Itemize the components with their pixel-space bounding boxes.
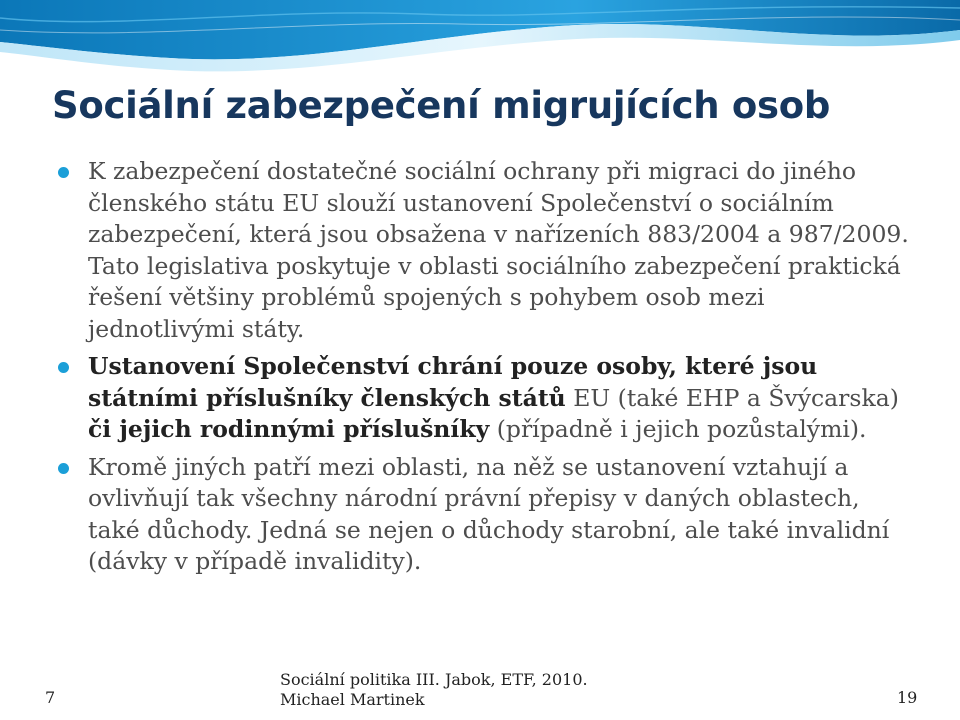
bullet-item [58, 452, 918, 578]
footer-credits [280, 670, 588, 710]
footer-line-author: Michael Martinek [280, 690, 425, 709]
bullet-item [58, 351, 918, 446]
bullet-dot-icon [58, 362, 69, 373]
bullet-dot-icon [58, 167, 69, 178]
bullet-text: Kromě jiných patří mezi oblasti, na něž se ustanovení vztahují a ovlivňují tak všechny národní právní přepisy v daných oblastech, také důchody. Jedná se nejen o důchody starobní, ale také invalidní (dávky v případě invalidity). [88, 452, 890, 575]
bullet-text-bold: Ustanovení Společenství chrání pouze osoby, které jsou státními příslušníky členských států [88, 352, 818, 412]
slide-title: Sociální zabezpečení migrujících osob [52, 84, 831, 127]
bullet-text: EU (také EHP a Švýcarska) [565, 383, 899, 412]
page-number: 19 [897, 688, 918, 707]
bullet-text: (případně i jejich pozůstalými). [489, 415, 867, 443]
bullet-dot-icon [58, 463, 69, 474]
header-wave-decoration [0, 0, 960, 80]
bullet-text: K zabezpečení dostatečné sociální ochrany při migraci do jiného členského státu EU slouží ustanovení Společenství o sociálním zabezpečení, která jsou obsažena v nařízeních 883/2004 a 987/2009. Tato legislativa poskytuje v oblasti sociálního zabezpečení praktická řešení většiny problémů spojených s pohybem osob mezi jednotlivými státy. [88, 157, 909, 343]
slide-number: 7 [45, 688, 56, 707]
bullet-item [58, 156, 918, 345]
bullet-list [58, 156, 918, 584]
bullet-text-bold: či jejich rodinnými příslušníky [88, 415, 490, 443]
footer-line-course: Sociální politika III. Jabok, ETF, 2010. [280, 670, 588, 689]
